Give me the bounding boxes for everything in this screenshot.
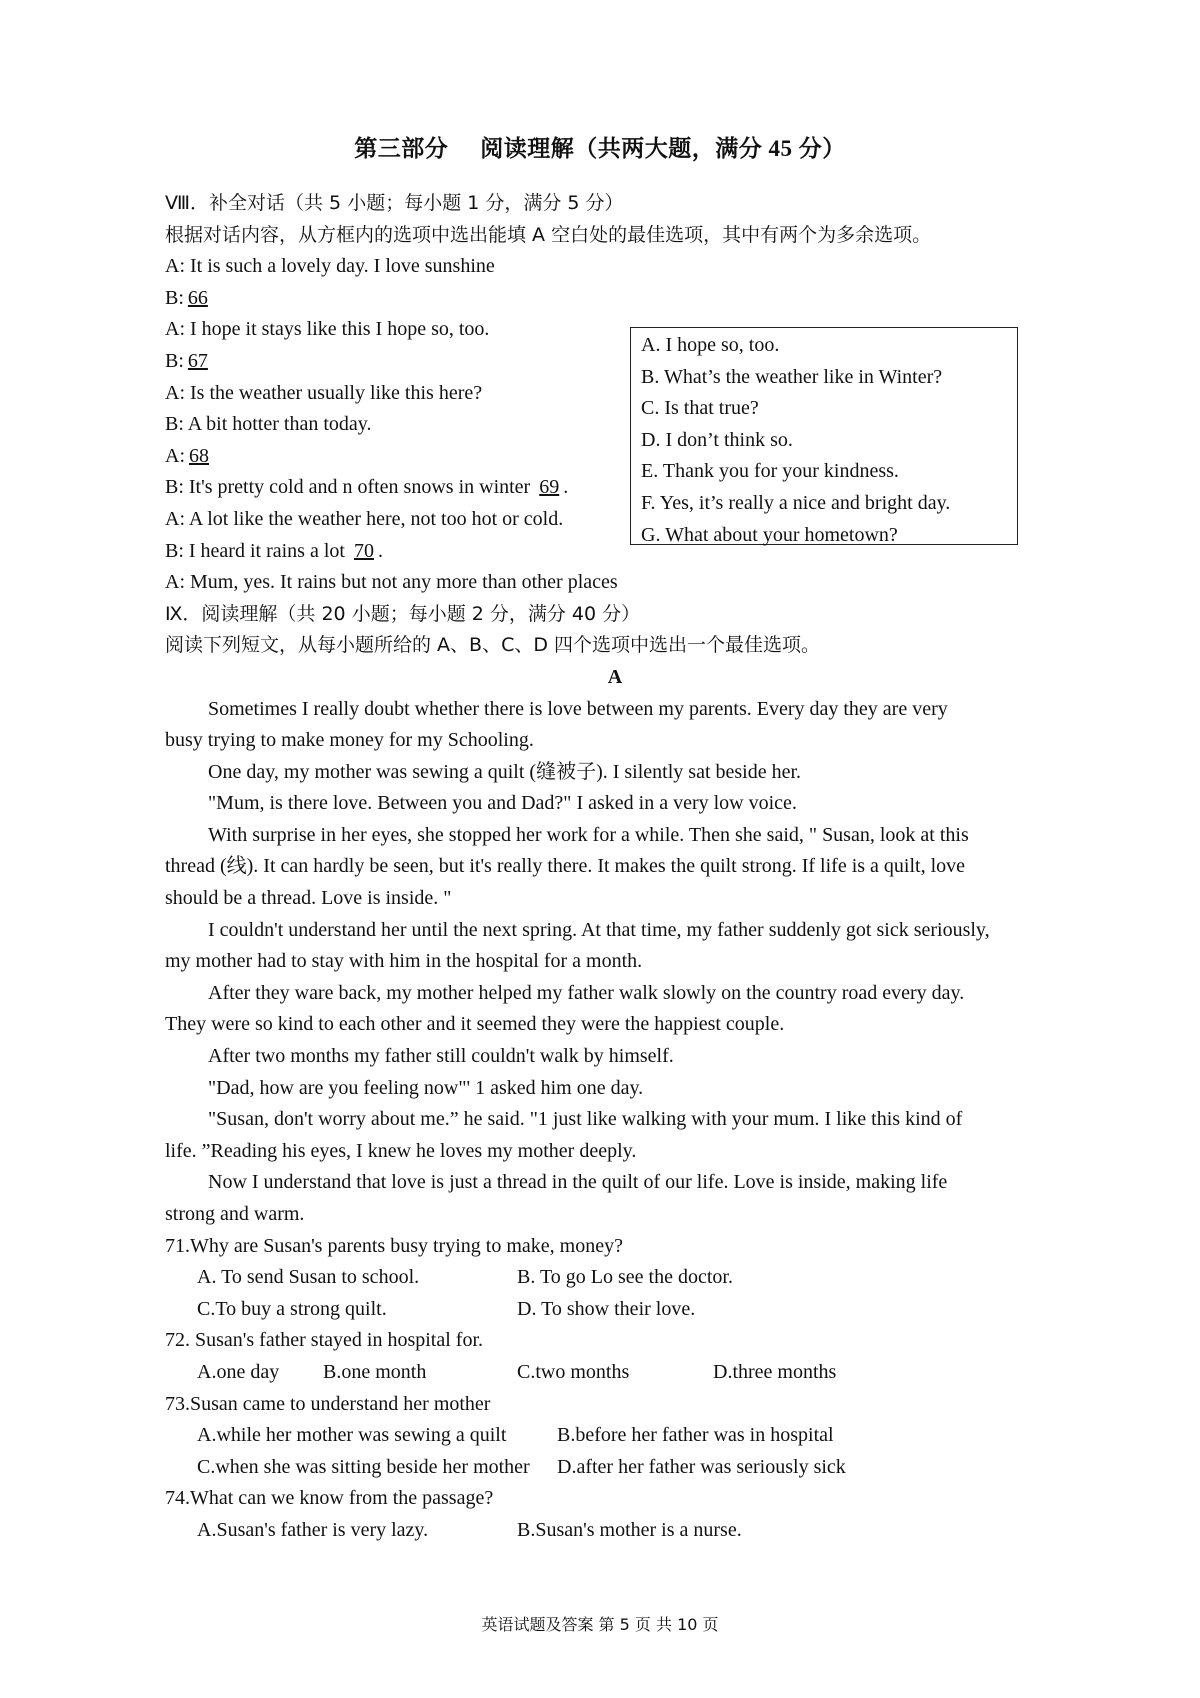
answer-option[interactable]: C.two months <box>517 1360 630 1383</box>
answer-option[interactable]: A. To send Susan to school. <box>197 1266 420 1289</box>
passage-line: With surprise in her eyes, she stopped her work for a while. Then she said, " Susan, look at this <box>208 823 969 846</box>
question-options-row <box>165 1294 1065 1326</box>
section8-instruction: 根据对话内容，从方框内的选项中选出能填 A 空白处的最佳选项，其中有两个为多余选项。 <box>165 223 932 246</box>
question-options-row <box>165 1420 1065 1452</box>
dialogue-option: G. What about your hometown? <box>641 523 898 546</box>
dialogue-option: F. Yes, it’s really a nice and bright day. <box>641 491 951 514</box>
answer-option[interactable]: B.one month <box>323 1360 427 1383</box>
answer-option[interactable]: A.Susan's father is very lazy. <box>197 1518 429 1541</box>
answer-option[interactable]: A.one day <box>197 1360 280 1383</box>
passage-line: Sometimes I really doubt whether there is love between my parents. Every day they are very <box>208 697 948 720</box>
dialogue-line: A: I hope it stays like this I hope so, too. <box>165 318 490 341</box>
answer-option[interactable]: D. To show their love. <box>517 1297 696 1320</box>
question-stem: 74.What can we know from the passage? <box>165 1487 494 1510</box>
dialogue-line: A: Is the weather usually like this here? <box>165 381 483 404</box>
part-label: 第三部分 <box>354 136 449 161</box>
part-name: 阅读理解（共两大题，满分 45 分） <box>480 136 846 161</box>
dialogue-line: B: A bit hotter than today. <box>165 413 372 436</box>
dialogue-text: A: <box>165 444 185 467</box>
dialogue-text: B: <box>165 349 184 372</box>
dialogue-text: B: It's pretty cold and n often snows in winter <box>165 476 536 499</box>
dialogue-text: . <box>377 539 383 562</box>
dialogue-line <box>165 283 1065 315</box>
dialogue-text: . <box>563 476 569 499</box>
passage-line: After they ware back, my mother helped my father walk slowly on the country road every day. <box>208 981 965 1004</box>
passage-line: "Dad, how are you feeling now"' 1 asked him one day. <box>208 1076 644 1099</box>
question-stem: 72. Susan's father stayed in hospital for. <box>165 1329 483 1352</box>
dialogue-option: D. I don’t think so. <box>641 428 793 451</box>
answer-option[interactable]: B.before her father was in hospital <box>557 1424 834 1447</box>
section9-heading: Ⅸ．阅读理解（共 20 小题；每小题 2 分，满分 40 分） <box>165 602 641 625</box>
answer-option[interactable]: C.when she was sitting beside her mother <box>197 1455 530 1478</box>
question-options-row <box>165 1357 1065 1389</box>
section9-instruction: 阅读下列短文，从每小题所给的 A、B、C、D 四个选项中选出一个最佳选项。 <box>165 634 821 657</box>
dialogue-option: C. Is that true? <box>641 397 759 420</box>
dialogue-option: B. What’s the weather like in Winter? <box>641 365 943 388</box>
passage-line: life. ”Reading his eyes, I knew he loves my mother deeply. <box>165 1139 637 1162</box>
section8-heading: Ⅷ．补全对话（共 5 小题；每小题 1 分，满分 5 分） <box>165 192 624 214</box>
question-stem: 73.Susan came to understand her mother <box>165 1392 491 1415</box>
answer-blank: 66 <box>187 286 208 309</box>
answer-option[interactable]: B.Susan's mother is a nurse. <box>517 1518 742 1541</box>
answer-blank: 67 <box>187 349 208 372</box>
passage-line: Now I understand that love is just a thread in the quilt of our life. Love is inside, making life <box>208 1171 948 1194</box>
dialogue-option: E. Thank you for your kindness. <box>641 460 899 483</box>
dialogue-text: B: <box>165 286 184 309</box>
passage-line: my mother had to stay with him in the hospital for a month. <box>165 950 643 973</box>
passage-line: One day, my mother was sewing a quilt (缝被子). I silently sat beside her. <box>208 760 802 783</box>
passage-line: "Mum, is there love. Between you and Dad?" I asked in a very low voice. <box>208 792 797 815</box>
passage-label: A <box>607 665 623 688</box>
answer-option[interactable]: D.three months <box>713 1360 837 1383</box>
question-options-row <box>165 1452 1065 1484</box>
passage-line: busy trying to make money for my Schooling. <box>165 729 534 752</box>
passage-line: strong and warm. <box>165 1203 305 1225</box>
answer-option[interactable]: D.after her father was seriously sick <box>557 1455 846 1478</box>
passage-line: should be a thread. Love is inside. " <box>165 887 452 910</box>
page-title <box>0 130 1200 163</box>
answer-option[interactable]: B. To go Lo see the doctor. <box>517 1266 733 1289</box>
passage-line: I couldn't understand her until the next spring. At that time, my father suddenly got sick seriously, <box>208 918 990 941</box>
page-footer: 英语试题及答案 第 5 页 共 10 页 <box>481 1615 719 1634</box>
question-stem: 71.Why are Susan's parents busy trying to make, money? <box>165 1234 623 1257</box>
passage-line: After two months my father still couldn't walk by himself. <box>208 1045 674 1068</box>
dialogue-options-box <box>630 327 1018 545</box>
dialogue-text: B: I heard it rains a lot <box>165 539 350 562</box>
answer-option[interactable]: A.while her mother was sewing a quilt <box>197 1424 507 1447</box>
passage-line: thread (线). It can hardly be seen, but it's really there. It makes the quilt strong. If life is a quilt, love <box>165 855 966 878</box>
answer-blank: 70 <box>353 539 374 562</box>
answer-option[interactable]: C.To buy a strong quilt. <box>197 1297 387 1320</box>
dialogue-line: A: A lot like the weather here, not too hot or cold. <box>165 507 564 530</box>
dialogue-line: A: It is such a lovely day. I love sunshine <box>165 255 495 278</box>
dialogue-line: A: Mum, yes. It rains but not any more than other places <box>165 571 618 594</box>
passage-line: "Susan, don't worry about me.” he said. "1 just like walking with your mum. I like this kind of <box>208 1108 963 1131</box>
dialogue-option: A. I hope so, too. <box>641 334 780 356</box>
answer-blank: 69 <box>539 476 560 499</box>
passage-line: They were so kind to each other and it seemed they were the happiest couple. <box>165 1013 785 1036</box>
answer-blank: 68 <box>189 444 209 467</box>
question-options-row <box>165 1515 1065 1547</box>
question-options-row <box>165 1262 1065 1294</box>
